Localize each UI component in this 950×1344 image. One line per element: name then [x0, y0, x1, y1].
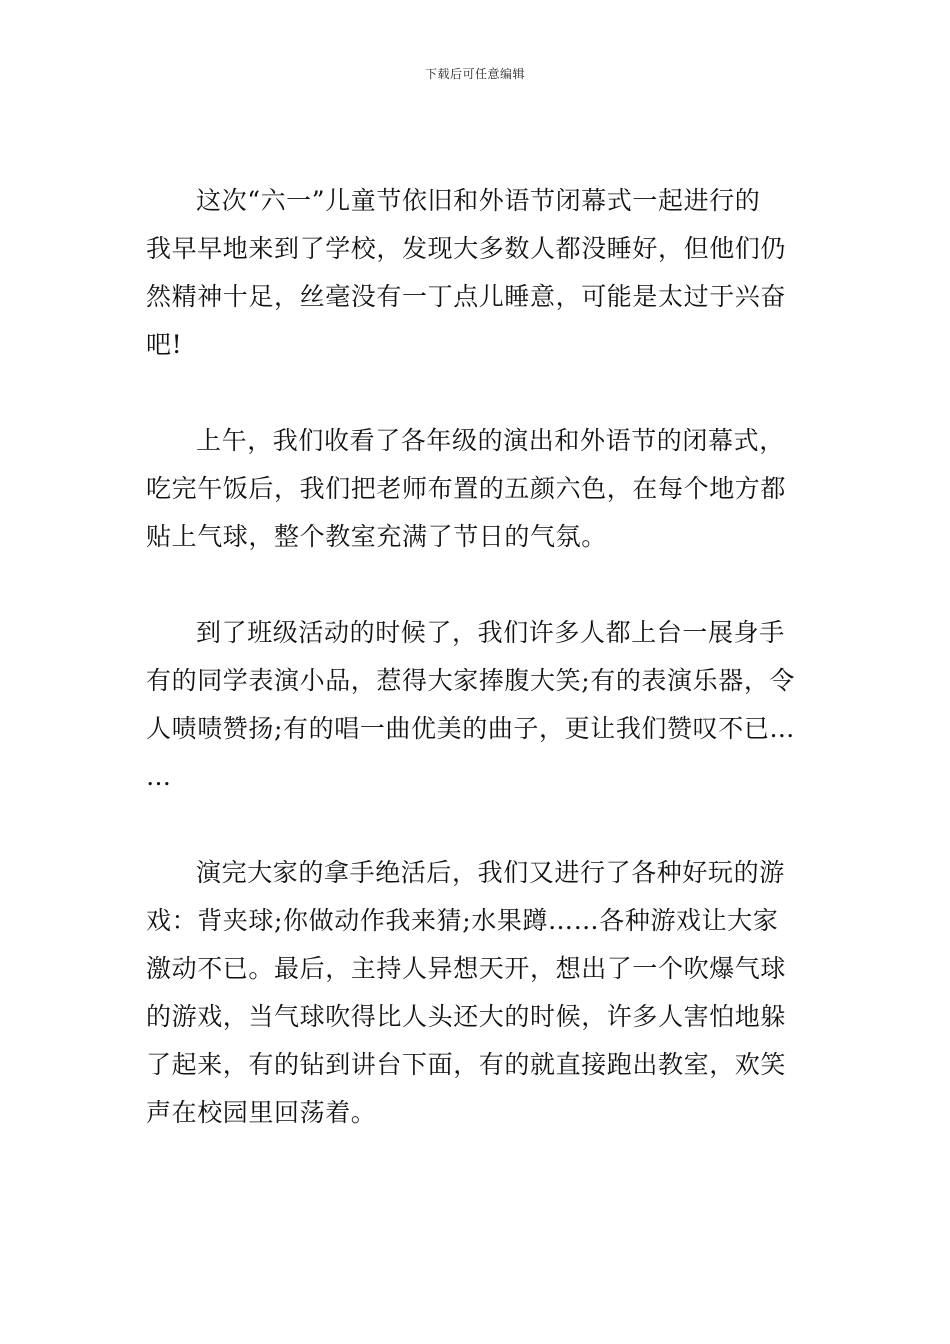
paragraph-line: 到了班级活动的时候了，我们许多人都上台一展身手 — [196, 618, 785, 647]
page-header: 下载后可任意编辑 — [424, 67, 525, 81]
paragraph-line: 这次“六一”儿童节依旧和外语节闭幕式一起进行的 — [196, 186, 761, 215]
paragraph-line: 的游戏，当气球吹得比人头还大的时候，许多人害怕地躲 — [146, 1002, 787, 1031]
paragraph-line: 了起来，有的钻到讲台下面，有的就直接跑出教室，欢笑 — [146, 1050, 787, 1079]
paragraph-line: 贴上气球，整个教室充满了节日的气氛。 — [146, 522, 607, 551]
paragraph-4 — [146, 849, 806, 1137]
paragraph-line: 吃完午饭后，我们把老师布置的五颜六色，在每个地方都 — [146, 474, 787, 503]
paragraph-3 — [146, 609, 806, 801]
paragraph-line: 我早早地来到了学校，发现大多数人都没睡好，但他们仍 — [146, 234, 787, 263]
paragraph-line: 然精神十足，丝毫没有一丁点儿睡意，可能是太过于兴奋 — [146, 282, 787, 311]
paragraph-line: 演完大家的拿手绝活后，我们又进行了各种好玩的游 — [196, 858, 785, 887]
paragraph-line: 人啧啧赞扬;有的唱一曲优美的曲子，更让我们赞叹不已… — [146, 714, 796, 743]
paragraph-line: 有的同学表演小品，惹得大家捧腹大笑;有的表演乐器，令 — [146, 666, 796, 695]
document-body — [146, 177, 806, 1137]
paragraph-line: 吧! — [146, 330, 183, 359]
paragraph-line: … — [146, 762, 172, 791]
paragraph-line: 上午，我们收看了各年级的演出和外语节的闭幕式， — [196, 426, 785, 455]
paragraph-2 — [146, 417, 806, 561]
paragraph-line: 声在校园里回荡着。 — [146, 1098, 377, 1127]
paragraph-line: 激动不已。最后，主持人异想天开，想出了一个吹爆气球 — [146, 954, 787, 983]
paragraph-line: 戏：背夹球;你做动作我来猜;水果蹲……各种游戏让大家 — [146, 906, 779, 935]
paragraph-1 — [146, 177, 806, 369]
